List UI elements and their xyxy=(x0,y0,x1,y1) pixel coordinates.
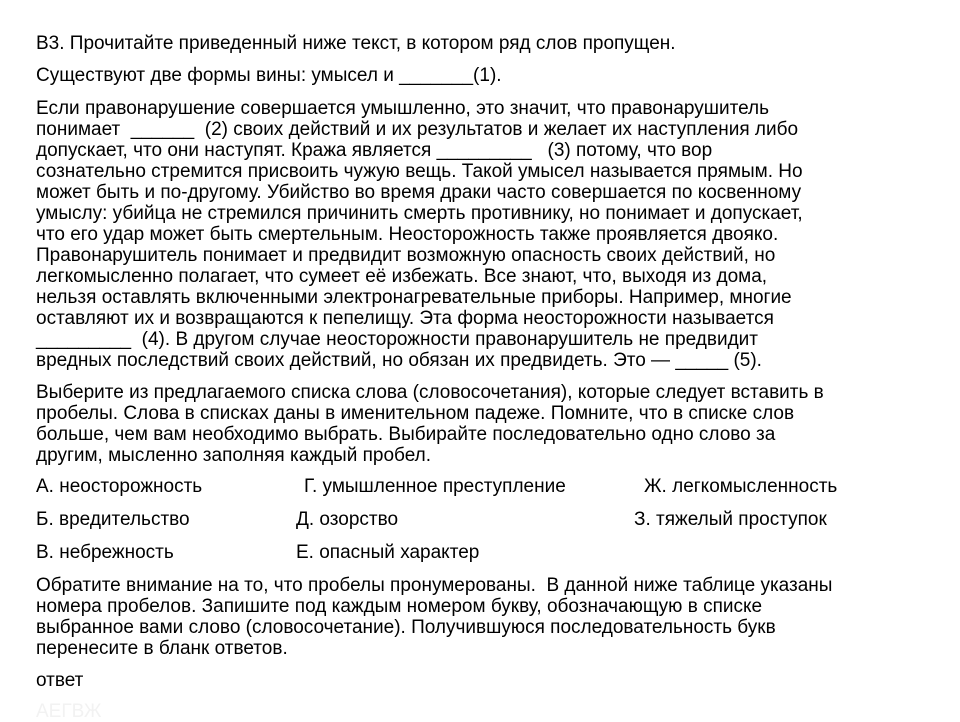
option-e: Е. опасный характер xyxy=(296,542,480,563)
option-g: Г. умышленное преступление xyxy=(304,476,566,497)
text-line: _________ (4). В другом случае неосторожности правонарушитель не предвидит xyxy=(36,329,758,350)
option-a: А. неосторожность xyxy=(36,476,203,497)
text-line: Выберите из предлагаемого списка слова (словосочетания), которые следует вставить в xyxy=(36,382,824,403)
text-line: выбранное вами слово (словосочетание). Получившуюся последовательность букв xyxy=(36,617,776,638)
option-d: Д. озорство xyxy=(296,509,399,530)
text-line: допускает, что они наступят. Кража является _________ (3) потому, что вор xyxy=(36,140,713,161)
text-line: умыслу: убийца не стремился причинить смерть противнику, но понимает и допускает, xyxy=(36,203,803,224)
task-heading: В3. Прочитайте приведенный ниже текст, в котором ряд слов пропущен. xyxy=(36,33,676,54)
text-line: вредных последствий своих действий, но обязан их предвидеть. Это — _____ (5). xyxy=(36,350,762,371)
text-line: Если правонарушение совершается умышленно, это значит, что правонарушитель xyxy=(36,98,770,119)
intro-sentence: Существуют две формы вины: умысел и _______(1). xyxy=(36,65,502,86)
text-line: перенесите в бланк ответов. xyxy=(36,638,288,659)
text-line: пробелы. Слова в списках даны в именительном падеже. Помните, что в списке слов xyxy=(36,403,795,424)
text-line: другим, мысленно заполняя каждый пробел. xyxy=(36,445,431,466)
text-line: Правонарушитель понимает и предвидит возможную опасность своих действий, но xyxy=(36,245,776,266)
text-line: нельзя оставлять включенными электронагревательные приборы. Например, многие xyxy=(36,287,792,308)
text-line: легкомысленно полагает, что сумеет её избежать. Все знают, что, выходя из дома, xyxy=(36,266,768,287)
text-line: оставляют их и возвращаются к пепелищу. Эта форма неосторожности называется xyxy=(36,308,774,329)
text-line: сознательно стремится присвоить чужую вещь. Такой умысел называется прямым. Но xyxy=(36,161,803,182)
text-line: Обратите внимание на то, что пробелы пронумерованы. В данной ниже таблице указаны xyxy=(36,575,833,596)
text-line: понимает ______ (2) своих действий и их результатов и желает их наступления либо xyxy=(36,119,799,140)
text-line: больше, чем вам необходимо выбрать. Выбирайте последовательно одно слово за xyxy=(36,424,776,445)
text-line: что его удар может быть смертельным. Неосторожность также проявляется двояко. xyxy=(36,224,779,245)
text-line: номера пробелов. Запишите под каждым номером букву, обозначающую в списке xyxy=(36,596,763,617)
answer-value: АЕГВЖ xyxy=(36,701,102,722)
option-zh: Ж. легкомысленность xyxy=(644,476,838,497)
text-line: может быть и по-другому. Убийство во время драки часто совершается по косвенному xyxy=(36,182,802,203)
option-b: Б. вредительство xyxy=(36,509,190,530)
option-z: З. тяжелый проступок xyxy=(634,509,827,530)
option-v: В. небрежность xyxy=(36,542,174,563)
answer-label: ответ xyxy=(36,670,84,691)
